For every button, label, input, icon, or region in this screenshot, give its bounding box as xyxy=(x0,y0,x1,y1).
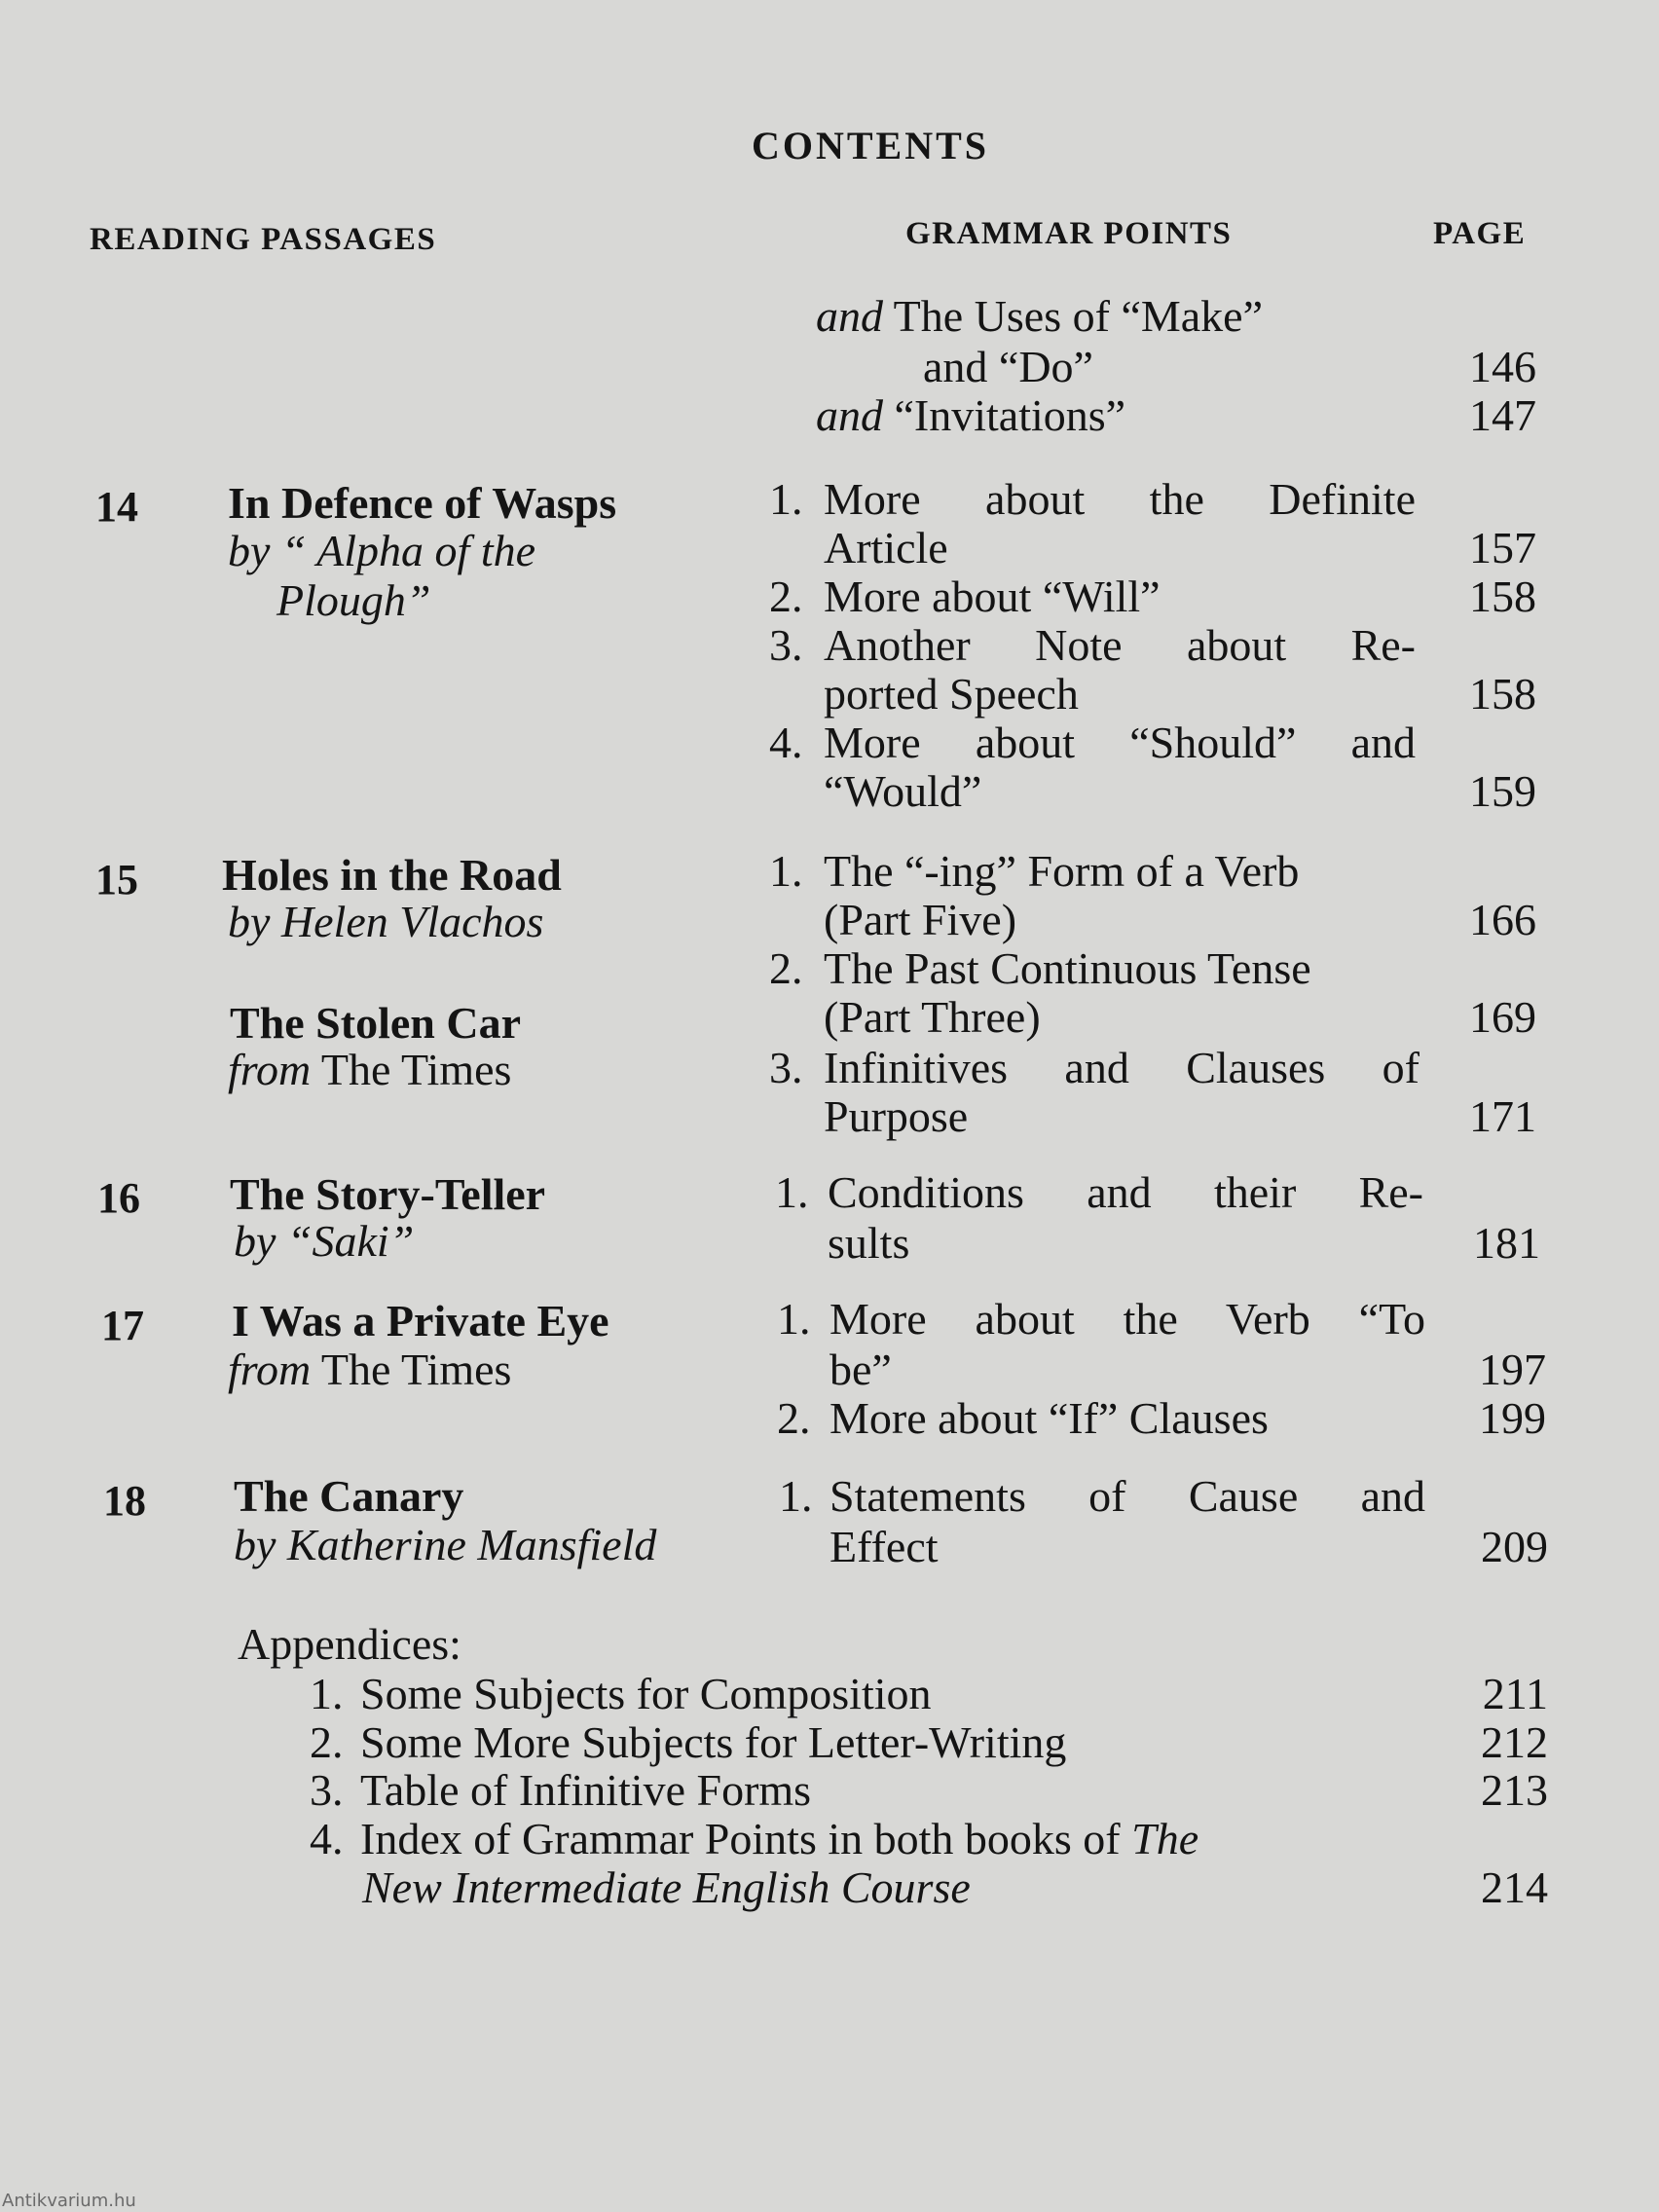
point-number: 3. xyxy=(769,620,803,670)
passage-byline: by Helen Vlachos xyxy=(228,897,544,946)
point-number: 4. xyxy=(769,718,803,767)
grammar-point: (Part Three) xyxy=(824,992,1041,1042)
passage-byline: by “ Alpha of the xyxy=(228,526,536,575)
passage-byline: by “Saki” xyxy=(234,1216,415,1266)
passage-title: The Canary xyxy=(234,1471,464,1521)
point-number: 1. xyxy=(777,1294,811,1344)
grammar-point: be” xyxy=(830,1345,892,1394)
grammar-point: ported Speech xyxy=(824,669,1079,719)
column-header-reading: READING PASSAGES xyxy=(90,222,437,257)
appendix-title: Index of Grammar Points in both books of The xyxy=(360,1814,1199,1863)
page-number: 159 xyxy=(1469,766,1536,816)
page-number: 158 xyxy=(1469,571,1536,621)
point-number: 2. xyxy=(769,571,803,621)
point-number: 1. xyxy=(769,474,803,524)
grammar-point: Article xyxy=(824,523,948,572)
page-number: 213 xyxy=(1481,1765,1548,1815)
lesson-number: 16 xyxy=(97,1174,140,1222)
appendix-number: 3. xyxy=(310,1765,344,1815)
passage-byline: Plough” xyxy=(276,575,431,625)
grammar-point: More about “If” Clauses xyxy=(830,1393,1269,1443)
page-number: 146 xyxy=(1469,342,1536,391)
grammar-point: sults xyxy=(828,1218,910,1268)
point-number: 1. xyxy=(769,846,803,896)
passage-title: The Stolen Car xyxy=(230,998,521,1048)
point-number: 1. xyxy=(775,1167,809,1217)
grammar-point: More about the Verb “To xyxy=(830,1294,1425,1344)
point-number: 2. xyxy=(777,1393,811,1443)
page-number: 171 xyxy=(1469,1091,1536,1141)
passage-byline: from The Times xyxy=(228,1345,512,1394)
page-number: 212 xyxy=(1481,1717,1548,1767)
watermark: Antikvarium.hu xyxy=(2,2191,136,2211)
column-header-page: PAGE xyxy=(1433,216,1527,251)
passage-byline: by Katherine Mansfield xyxy=(234,1520,657,1569)
continued-line-2: and “Do” xyxy=(923,342,1093,391)
grammar-point: More about “Will” xyxy=(824,571,1161,621)
page-number: 181 xyxy=(1473,1218,1540,1268)
passage-byline: from The Times xyxy=(228,1045,512,1094)
grammar-point: Effect xyxy=(830,1522,939,1571)
page-number: 169 xyxy=(1469,992,1536,1042)
appendix-number: 4. xyxy=(310,1814,344,1863)
lesson-number: 14 xyxy=(95,483,138,531)
appendix-title-continued: New Intermediate English Course xyxy=(362,1862,971,1912)
point-number: 2. xyxy=(769,943,803,993)
page-number: 214 xyxy=(1481,1862,1548,1912)
grammar-point: Another Note about Re- xyxy=(824,620,1416,670)
grammar-point: (Part Five) xyxy=(824,895,1017,944)
column-header-grammar: GRAMMAR POINTS xyxy=(905,216,1233,251)
appendix-number: 2. xyxy=(310,1717,344,1767)
grammar-point: The “-ing” Form of a Verb xyxy=(824,846,1300,896)
grammar-point: Conditions and their Re- xyxy=(828,1167,1423,1217)
grammar-point: The Past Continuous Tense xyxy=(824,943,1311,993)
page-number: 147 xyxy=(1469,390,1536,440)
grammar-point: Infinitives and Clauses of xyxy=(824,1043,1419,1092)
grammar-point: More about the Definite xyxy=(824,474,1416,524)
appendices-heading: Appendices: xyxy=(238,1619,461,1669)
page-number: 157 xyxy=(1469,523,1536,572)
page-number: 166 xyxy=(1469,895,1536,944)
passage-title: In Defence of Wasps xyxy=(228,478,617,528)
appendix-number: 1. xyxy=(310,1669,344,1718)
page-number: 211 xyxy=(1482,1669,1548,1718)
passage-title: I Was a Private Eye xyxy=(232,1296,609,1346)
point-number: 3. xyxy=(769,1043,803,1092)
page-number: 209 xyxy=(1481,1522,1548,1571)
page-number: 158 xyxy=(1469,669,1536,719)
continued-line-1: and The Uses of “Make” xyxy=(816,291,1264,341)
passage-title: Holes in the Road xyxy=(222,850,562,900)
lesson-number: 15 xyxy=(95,856,138,903)
grammar-point: Purpose xyxy=(824,1091,969,1141)
appendix-title: Table of Infinitive Forms xyxy=(360,1765,812,1815)
point-number: 1. xyxy=(779,1471,813,1521)
passage-title: The Story-Teller xyxy=(230,1169,546,1219)
grammar-point: More about “Should” and xyxy=(824,718,1416,767)
appendix-title: Some More Subjects for Letter-Writing xyxy=(360,1717,1067,1767)
page-number: 199 xyxy=(1479,1393,1546,1443)
lesson-number: 17 xyxy=(101,1302,144,1349)
appendix-title: Some Subjects for Composition xyxy=(360,1669,932,1718)
continued-line-3: and “Invitations” xyxy=(816,390,1126,440)
page-title: CONTENTS xyxy=(751,124,990,167)
lesson-number: 18 xyxy=(103,1477,146,1525)
page-number: 197 xyxy=(1479,1345,1546,1394)
grammar-point: Statements of Cause and xyxy=(830,1471,1425,1521)
grammar-point: “Would” xyxy=(824,766,982,816)
